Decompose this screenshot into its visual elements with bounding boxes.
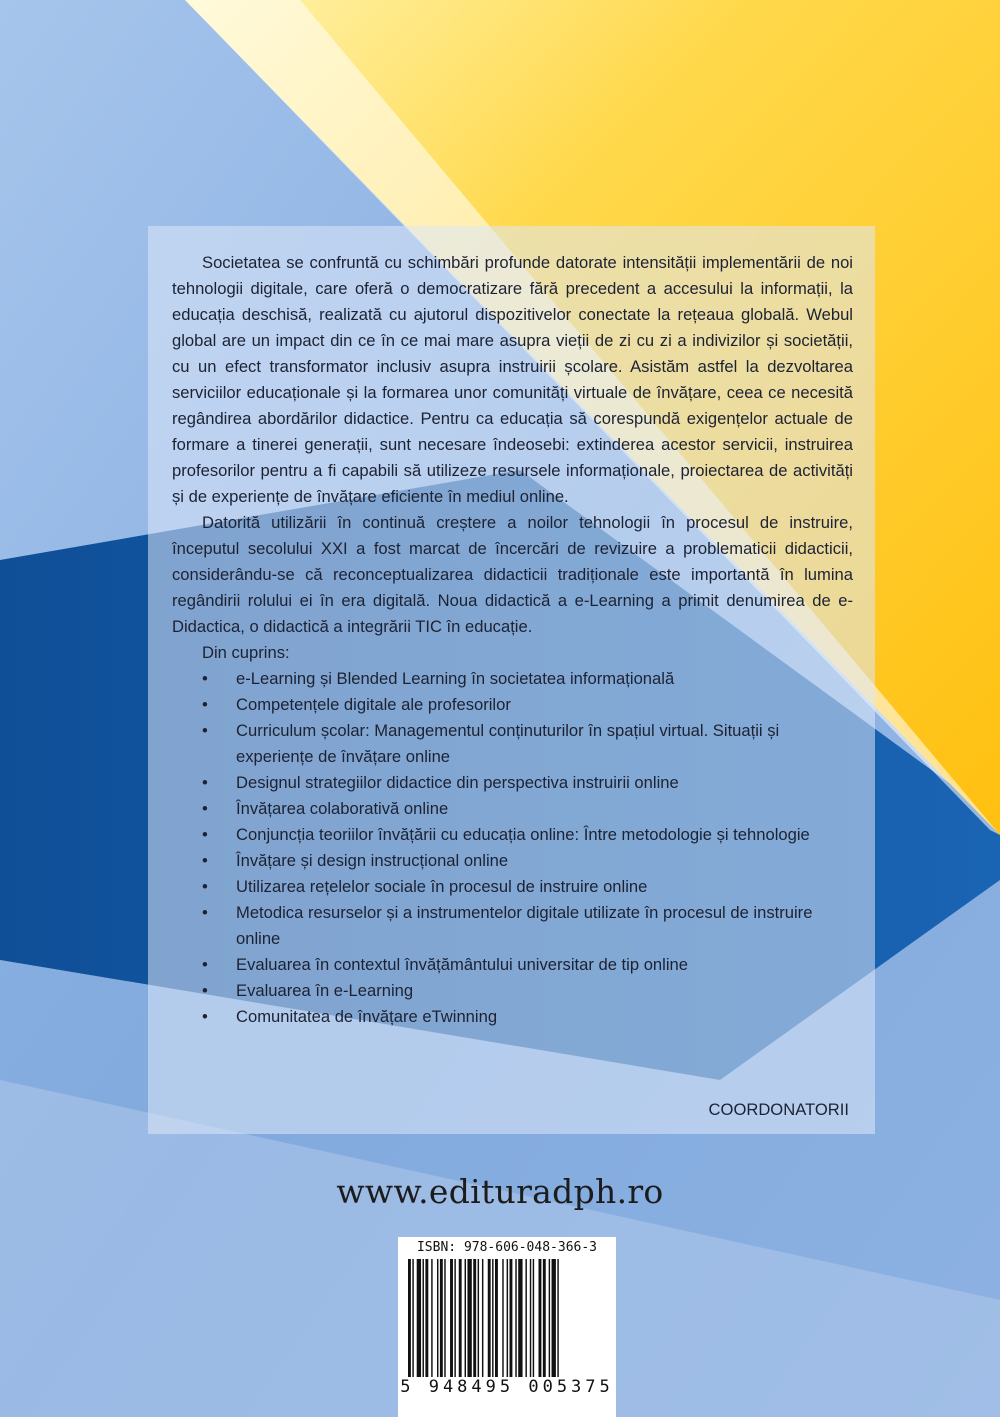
intro-paragraph-1: Societatea se confruntă cu schimbări profunde datorate intensității implementării de noi tehnologii digitale, care oferă o democratizare fără precedent a accesului la informații, la educația deschisă, realizată cu ajutorul dispozitivelor conectate la rețeaua globală. Webul global are un impact din ce în ce mai mare asupra vieții de zi cu zi a indivizilor și societății, cu un efect transformator inclusiv asupra instruirii școlare. Asistăm astfel la dezvoltarea serviciilor educaționale și la formarea unor comunități virtuale de învățare, ceea ce necesită regândirea abordărilor didactice. Pentru ca educația să corespundă exigențelor actuale de formare a tinerei generații, sunt necesare îndeosebi: extinderea acestor servicii, instruirea profesorilor pentru a fi capabili să utilizeze resursele informaționale, proiectarea de activități și de experiențe de învățare eficiente în mediul online. bbox=[172, 253, 853, 506]
barcode-bar bbox=[482, 1259, 483, 1391]
barcode-bar bbox=[444, 1259, 445, 1377]
toc-item bbox=[172, 978, 853, 1004]
barcode-bar bbox=[518, 1259, 522, 1377]
toc-item-label: Utilizarea rețelelor sociale în procesul de instruire online bbox=[236, 877, 648, 896]
toc-item bbox=[172, 952, 853, 978]
barcode-bar bbox=[502, 1259, 503, 1377]
bullet-icon: • bbox=[202, 1007, 208, 1026]
barcode-bar bbox=[454, 1259, 455, 1377]
toc-item-label: Comunitatea de învățare eTwinning bbox=[236, 1007, 498, 1026]
toc-item-label: e-Learning și Blended Learning în societatea informațională bbox=[236, 669, 675, 688]
barcode-bar bbox=[539, 1259, 542, 1377]
barcode-bar bbox=[533, 1259, 534, 1377]
barcode-bar bbox=[507, 1259, 508, 1377]
bullet-icon: • bbox=[202, 721, 208, 740]
toc-item bbox=[172, 874, 853, 900]
bullet-icon: • bbox=[202, 773, 208, 792]
toc-item bbox=[172, 900, 853, 952]
barcode-bar bbox=[417, 1259, 421, 1377]
barcode-bar bbox=[412, 1259, 413, 1391]
bullet-icon: • bbox=[202, 981, 208, 1000]
toc-item-label: Competențele digitale ale profesorilor bbox=[236, 695, 511, 714]
toc-item bbox=[172, 796, 853, 822]
toc-item bbox=[172, 848, 853, 874]
toc-item bbox=[172, 770, 853, 796]
bullet-icon: • bbox=[202, 877, 208, 896]
barcode-bar bbox=[495, 1259, 498, 1377]
toc-item-label: Metodica resurselor și a instrumentelor digitale utilizate în procesul de instruire online bbox=[236, 903, 813, 948]
toc-item-label: Evaluarea în e-Learning bbox=[236, 981, 414, 1000]
toc-item-label: Învățarea colaborativă online bbox=[236, 799, 449, 818]
barcode-bar bbox=[478, 1259, 479, 1377]
barcode-bar bbox=[450, 1259, 453, 1377]
intro-paragraph-2: Datorită utilizării în continuă creștere a noilor tehnologii în procesul de instruire, începutul secolului XXI a fost marcat de încercări de revizuire a problematicii didacticii, considerându-se că reconceptualizarea didacticii tradiționale este importantă în lumina regândirii rolului ei în era digitală. Noua didactică a e-Learning a primit denumirea de e-Didactica, o didactică a integrării TIC în educație. bbox=[172, 513, 853, 636]
barcode-bar bbox=[515, 1259, 516, 1377]
ean-digits-text: 5 948495 005375 bbox=[400, 1377, 614, 1397]
toc-item bbox=[172, 822, 853, 848]
toc-item bbox=[172, 1004, 853, 1030]
barcode-bar bbox=[492, 1259, 493, 1377]
toc-item-label: Conjuncția teoriilor învățării cu educația online: Între metodologie și tehnologie bbox=[236, 825, 810, 844]
description-panel bbox=[148, 226, 875, 1134]
toc-item-label: Curriculum școlar: Managementul conținuturilor în spațiul virtual. Situații și experiențe de învățare online bbox=[236, 721, 780, 766]
bullet-icon: • bbox=[202, 851, 208, 870]
barcode-bar bbox=[431, 1259, 432, 1377]
toc-item-label: Învățare și design instrucțional online bbox=[236, 851, 509, 870]
publisher-website: www.edituradph.ro bbox=[336, 1172, 664, 1211]
barcode-area bbox=[398, 1237, 616, 1417]
barcode-bar bbox=[543, 1259, 546, 1377]
bullet-icon: • bbox=[202, 955, 208, 974]
barcode-bar bbox=[440, 1259, 443, 1377]
bullet-icon: • bbox=[202, 799, 208, 818]
barcode-bar bbox=[437, 1259, 438, 1377]
isbn-label: ISBN: 978-606-048-366-3 bbox=[416, 1240, 597, 1255]
barcode-bar bbox=[557, 1259, 558, 1391]
barcode-bar bbox=[552, 1259, 556, 1377]
toc-item-label: Evaluarea în contextul învățământului universitar de tip online bbox=[236, 955, 688, 974]
ean-digits bbox=[398, 1377, 616, 1397]
toc-list bbox=[172, 666, 853, 1030]
toc-item bbox=[172, 718, 853, 770]
barcode-bar bbox=[530, 1259, 531, 1377]
toc-item bbox=[172, 692, 853, 718]
barcode-bar bbox=[425, 1259, 428, 1377]
bullet-icon: • bbox=[202, 695, 208, 714]
barcode-bar bbox=[423, 1259, 424, 1377]
bullet-icon: • bbox=[202, 825, 208, 844]
barcode-bar bbox=[465, 1259, 466, 1377]
barcode-bar bbox=[525, 1259, 526, 1377]
barcode-bar bbox=[467, 1259, 471, 1377]
barcode-bar bbox=[408, 1259, 411, 1391]
barcode-bar bbox=[488, 1259, 491, 1377]
toc-item bbox=[172, 666, 853, 692]
panel-text bbox=[172, 250, 853, 1030]
bullet-icon: • bbox=[202, 903, 208, 922]
barcode-bar bbox=[459, 1259, 462, 1377]
signature: COORDONATORII bbox=[708, 1100, 849, 1119]
barcode-bar bbox=[473, 1259, 476, 1377]
toc-title: Din cuprins: bbox=[202, 643, 290, 662]
barcode-bar bbox=[549, 1259, 550, 1377]
barcode-bar bbox=[510, 1259, 513, 1377]
bullet-icon: • bbox=[202, 669, 208, 688]
toc-item-label: Designul strategiilor didactice din perspectiva instruirii online bbox=[236, 773, 679, 792]
